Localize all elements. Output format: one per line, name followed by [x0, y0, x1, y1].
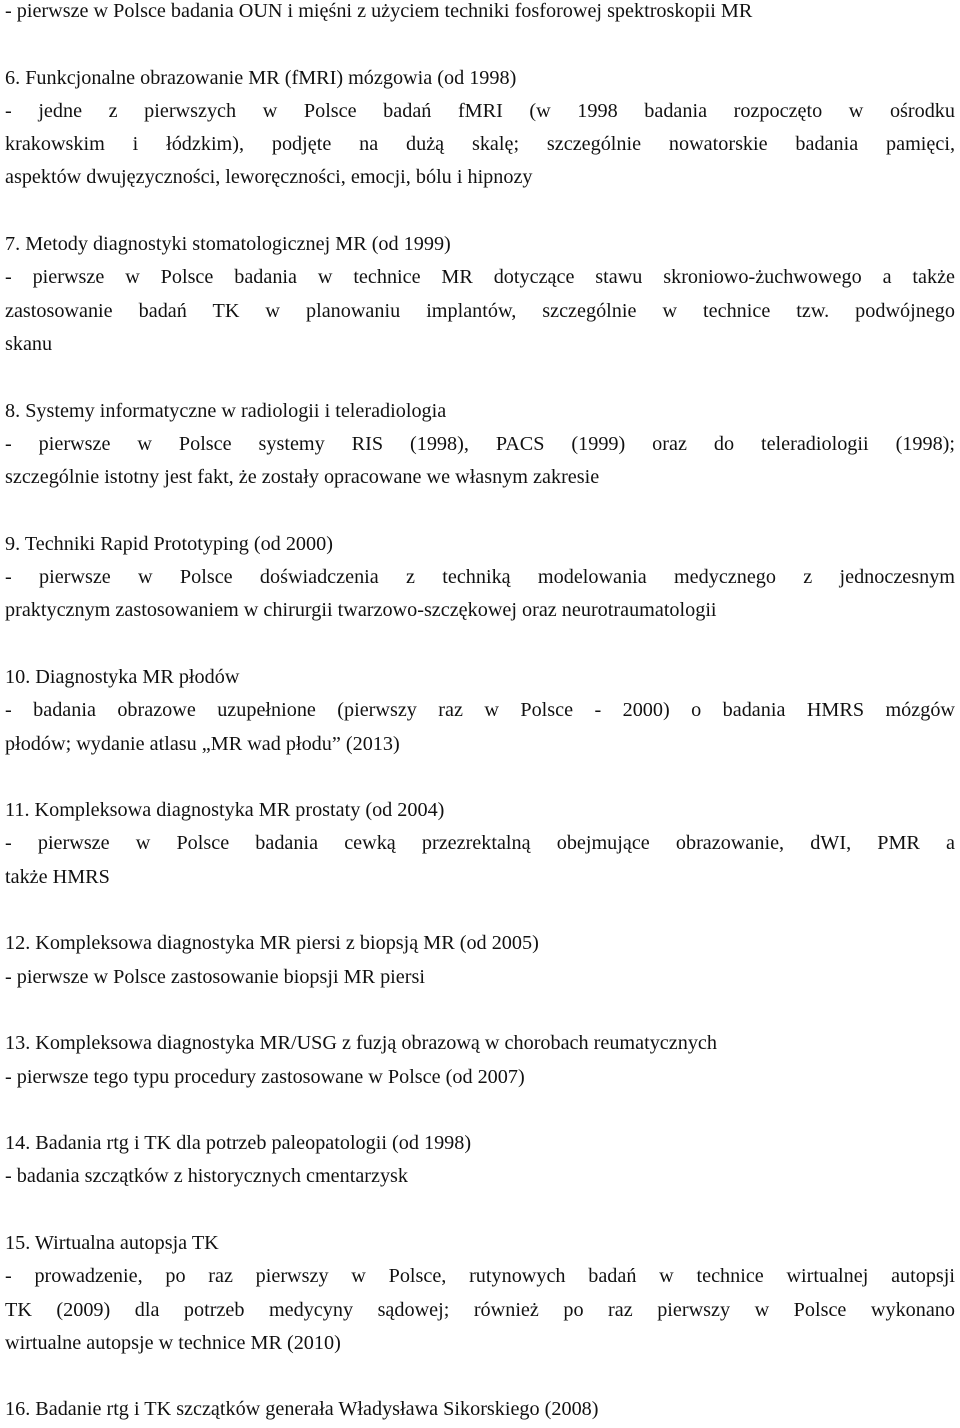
section-heading-9: 9. Techniki Rapid Prototyping (od 2000) — [5, 532, 333, 555]
section-15-line: TK (2009) dla potrzeb medycyny sądowej; również po raz pierwszy w Polsce wykonano — [5, 1298, 955, 1321]
section-6-line: aspektów dwujęzyczności, leworęczności, emocji, bólu i hipnozy — [5, 166, 533, 189]
section-heading-12: 12. Kompleksowa diagnostyka MR piersi z biopsją MR (od 2005) — [5, 932, 539, 955]
section-11-line: także HMRS — [5, 865, 110, 888]
section-heading-15: 15. Wirtualna autopsja TK — [5, 1231, 219, 1254]
paragraph-gap — [5, 1360, 955, 1393]
section-7-line: - pierwsze w Polsce badania w technice MR dotyczące stawu skroniowo-żuchwowego a także — [5, 266, 955, 289]
section-7-line: zastosowanie badań TK w planowaniu implantów, szczególnie w technice tzw. podwójnego — [5, 299, 955, 322]
paragraph-gap — [5, 494, 955, 527]
paragraph-gap — [5, 894, 955, 927]
section-6-line: - jedne z pierwszych w Polsce badań fMRI (w 1998 badania rozpoczęto w ośrodku — [5, 99, 955, 122]
section-heading-7: 7. Metody diagnostyki stomatologicznej MR (od 1999) — [5, 233, 451, 256]
section-heading-11: 11. Kompleksowa diagnostyka MR prostaty (od 2004) — [5, 799, 445, 822]
section-8-line: szczególnie istotny jest fakt, że zostały opracowane we własnym zakresie — [5, 466, 600, 489]
paragraph-gap — [5, 195, 955, 228]
paragraph-gap — [5, 1094, 955, 1127]
section-11-line: - pierwsze w Polsce badania cewką przezrektalną obejmujące obrazowanie, dWI, PMR a — [5, 832, 955, 855]
section-15-line: - prowadzenie, po raz pierwszy w Polsce, rutynowych badań w technice wirtualnej autopsji — [5, 1265, 955, 1288]
document-page — [5, 0, 955, 1427]
paragraph-gap — [5, 361, 955, 394]
section-12-line: - pierwsze w Polsce zastosowanie biopsji MR piersi — [5, 965, 425, 988]
paragraph-gap — [5, 628, 955, 661]
section-heading-14: 14. Badania rtg i TK dla potrzeb paleopatologii (od 1998) — [5, 1132, 472, 1155]
section-9-line: - pierwsze w Polsce doświadczenia z techniką modelowania medycznego z jednoczesnym — [5, 566, 955, 589]
section-heading-13: 13. Kompleksowa diagnostyka MR/USG z fuzją obrazową w chorobach reumatycznych — [5, 1032, 717, 1055]
paragraph-gap — [5, 761, 955, 794]
section-heading-8: 8. Systemy informatyczne w radiologii i teleradiologia — [5, 399, 447, 422]
section-heading-16: 16. Badanie rtg i TK szczątków generała Władysława Sikorskiego (2008) — [5, 1398, 599, 1421]
section-15-line: wirtualne autopsje w technice MR (2010) — [5, 1331, 341, 1354]
paragraph-gap — [5, 994, 955, 1027]
section-8-line: - pierwsze w Polsce systemy RIS (1998), PACS (1999) oraz do teleradiologii (1998); — [5, 432, 955, 455]
section-10-line: płodów; wydanie atlasu „MR wad płodu” (2013) — [5, 732, 400, 755]
intro-line: - pierwsze w Polsce badania OUN i mięśni z użyciem techniki fosforowej spektroskopii MR — [5, 0, 753, 22]
section-9-line: praktycznym zastosowaniem w chirurgii twarzowo-szczękowej oraz neurotraumatologii — [5, 599, 717, 622]
section-13-line: - pierwsze tego typu procedury zastosowane w Polsce (od 2007) — [5, 1065, 525, 1088]
section-heading-6: 6. Funkcjonalne obrazowanie MR (fMRI) mózgowia (od 1998) — [5, 66, 517, 89]
section-10-line: - badania obrazowe uzupełnione (pierwszy raz w Polsce - 2000) o badania HMRS mózgów — [5, 699, 955, 722]
section-14-line: - badania szczątków z historycznych cmentarzysk — [5, 1165, 409, 1188]
paragraph-gap — [5, 28, 955, 61]
paragraph-gap — [5, 1194, 955, 1227]
section-heading-10: 10. Diagnostyka MR płodów — [5, 665, 240, 688]
section-7-line: skanu — [5, 332, 53, 355]
section-6-line: krakowskim i łódzkim), podjęte na dużą skalę; szczególnie nowatorskie badania pamięci, — [5, 133, 955, 156]
